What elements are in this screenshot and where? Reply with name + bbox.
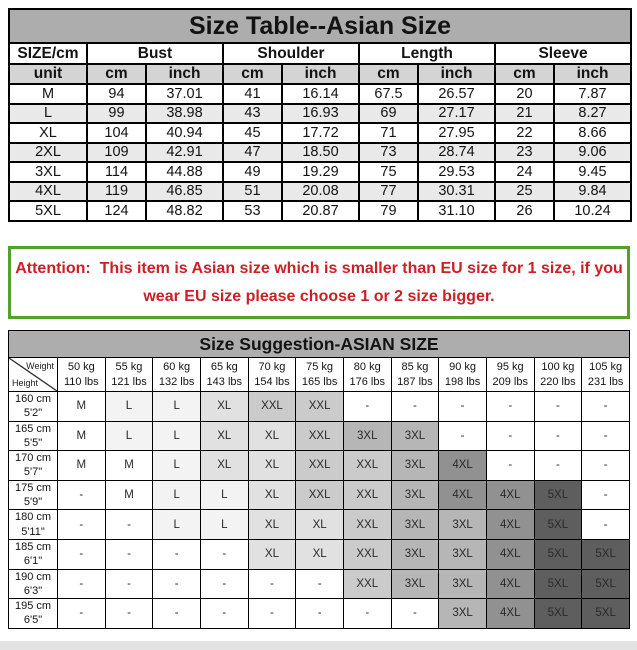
measurement-cell: 99 [87, 104, 146, 124]
size-suggestion-cell: XXL [248, 392, 296, 422]
size-table-group-header-row [9, 43, 631, 64]
size-suggestion-cell: L [153, 392, 201, 422]
size-suggestion-cell: 4XL [486, 569, 534, 599]
size-suggestion-cell: - [105, 599, 153, 629]
size-suggestion-cell: - [486, 421, 534, 451]
size-suggestion-cell: XL [200, 451, 248, 481]
measurement-cell: 20 [495, 84, 554, 104]
suggestion-table-title: Size Suggestion-ASIAN SIZE [9, 331, 630, 358]
suggestion-table-body [9, 392, 630, 629]
size-suggestion-cell: - [582, 480, 630, 510]
size-suggestion-cell: - [582, 421, 630, 451]
size-suggestion-cell: XXL [296, 421, 344, 451]
unit-cm-label: cm [223, 64, 282, 84]
measurement-cell: 27.95 [418, 123, 495, 143]
measurement-cell: 25 [495, 182, 554, 202]
size-suggestion-cell: 4XL [439, 480, 487, 510]
unit-inch-label: inch [146, 64, 223, 84]
measurement-cell: 104 [87, 123, 146, 143]
size-suggestion-cell: L [153, 421, 201, 451]
size-suggestion-cell: 4XL [486, 510, 534, 540]
size-suggestion-cell: L [105, 421, 153, 451]
size-suggestion-cell: XL [296, 539, 344, 569]
weight-header-cell [248, 358, 296, 392]
measurement-cell: 8.66 [554, 123, 631, 143]
height-header-cell [9, 421, 58, 451]
weight-kg-label: 55 kg [115, 360, 143, 373]
weight-header-cell [534, 358, 582, 392]
measurement-cell: 18.50 [282, 143, 359, 163]
measurement-cell: 51 [223, 182, 282, 202]
height-ft-label: 6'5" [23, 614, 43, 627]
size-suggestion-cell: 5XL [534, 599, 582, 629]
size-suggestion-cell: XXL [343, 480, 391, 510]
weight-header-cell [439, 358, 487, 392]
weight-kg-label: 75 kg [306, 360, 334, 373]
weight-kg-label: 85 kg [401, 360, 429, 373]
size-suggestion-cell: - [391, 599, 439, 629]
measurement-cell: 47 [223, 143, 282, 163]
measurement-cell: 46.85 [146, 182, 223, 202]
weight-header-cell [582, 358, 630, 392]
suggestion-row [9, 480, 630, 510]
weight-lbs-label: 110 lbs [64, 375, 99, 388]
measurement-cell: 29.53 [418, 162, 495, 182]
height-ft-label: 5'11" [21, 525, 45, 538]
measurement-cell: 48.82 [146, 201, 223, 221]
measurement-cell: 42.91 [146, 143, 223, 163]
suggestion-row [9, 421, 630, 451]
size-suggestion-cell: - [296, 569, 344, 599]
size-name-cell: 4XL [9, 182, 87, 202]
size-suggestion-cell: 3XL [439, 599, 487, 629]
size-suggestion-cell: - [582, 392, 630, 422]
measurement-cell: 9.84 [554, 182, 631, 202]
height-cm-label: 175 cm [14, 481, 52, 494]
size-suggestion-cell: - [486, 451, 534, 481]
unit-inch-label: inch [554, 64, 631, 84]
column-header-length: Length [359, 43, 495, 64]
size-suggestion-cell: - [153, 539, 201, 569]
height-header-cell [9, 599, 58, 629]
size-suggestion-cell: - [391, 392, 439, 422]
measurement-cell: 10.24 [554, 201, 631, 221]
weight-header-row [9, 358, 630, 392]
measurement-cell: 21 [495, 104, 554, 124]
column-header-shoulder: Shoulder [223, 43, 359, 64]
suggestion-row [9, 569, 630, 599]
size-suggestion-cell: - [248, 569, 296, 599]
size-suggestion-cell: - [534, 421, 582, 451]
size-suggestion-cell: 5XL [534, 510, 582, 540]
weight-lbs-label: 176 lbs [349, 375, 385, 388]
measurement-cell: 22 [495, 123, 554, 143]
size-suggestion-cell: - [343, 599, 391, 629]
size-suggestion-cell: M [105, 451, 153, 481]
size-name-cell: M [9, 84, 87, 104]
column-header-sleeve: Sleeve [495, 43, 631, 64]
height-ft-label: 5'5" [23, 436, 43, 449]
size-suggestion-cell: - [153, 599, 201, 629]
measurement-cell: 43 [223, 104, 282, 124]
size-table-title: Size Table--Asian Size [9, 9, 631, 43]
size-suggestion-cell: XL [248, 451, 296, 481]
unit-inch-label: inch [418, 64, 495, 84]
measurement-cell: 49 [223, 162, 282, 182]
size-suggestion-cell: 3XL [391, 451, 439, 481]
size-suggestion-cell: 3XL [391, 569, 439, 599]
weight-lbs-label: 198 lbs [444, 375, 481, 388]
weight-header-cell [391, 358, 439, 392]
measurement-cell: 77 [359, 182, 418, 202]
unit-cm-label: cm [87, 64, 146, 84]
measurement-cell: 28.74 [418, 143, 495, 163]
size-suggestion-cell: - [296, 599, 344, 629]
measurement-cell: 109 [87, 143, 146, 163]
size-suggestion-cell: XL [248, 510, 296, 540]
measurement-cell: 26.57 [418, 84, 495, 104]
size-name-cell: XL [9, 123, 87, 143]
suggestion-row [9, 392, 630, 422]
size-suggestion-cell: XL [248, 539, 296, 569]
weight-lbs-label: 143 lbs [206, 375, 243, 388]
size-suggestion-cell: - [248, 599, 296, 629]
weight-kg-label: 105 kg [589, 360, 623, 373]
unit-label: unit [9, 64, 87, 84]
measurement-cell: 7.87 [554, 84, 631, 104]
measurement-cell: 23 [495, 143, 554, 163]
height-cm-label: 165 cm [14, 422, 52, 435]
size-suggestion-cell: 5XL [582, 539, 630, 569]
size-suggestion-cell: 3XL [391, 510, 439, 540]
weight-lbs-label: 231 lbs [587, 375, 624, 388]
weight-height-corner-cell [9, 358, 58, 392]
size-suggestion-cell: 5XL [534, 569, 582, 599]
height-cm-label: 185 cm [14, 540, 52, 553]
measurement-cell: 20.87 [282, 201, 359, 221]
weight-kg-label: 95 kg [496, 360, 524, 373]
size-suggestion-cell: - [439, 392, 487, 422]
weight-lbs-label: 121 lbs [111, 375, 147, 388]
measurement-cell: 31.10 [418, 201, 495, 221]
height-header-cell [9, 392, 58, 422]
weight-kg-label: 50 kg [67, 360, 95, 373]
suggestion-row [9, 599, 630, 629]
size-suggestion-cell: - [58, 510, 106, 540]
measurement-cell: 9.06 [554, 143, 631, 163]
measurement-cell: 38.98 [146, 104, 223, 124]
size-suggestion-cell: 5XL [582, 599, 630, 629]
height-ft-label: 5'9" [23, 496, 43, 509]
size-table-row [9, 104, 631, 124]
weight-lbs-label: 132 lbs [158, 375, 195, 388]
size-table-body [9, 84, 631, 221]
size-suggestion-cell: XXL [343, 539, 391, 569]
measurement-cell: 30.31 [418, 182, 495, 202]
size-suggestion-cell: - [58, 599, 106, 629]
size-suggestion-cell: XL [248, 421, 296, 451]
size-table-row [9, 182, 631, 202]
size-suggestion-cell: 3XL [343, 421, 391, 451]
measurement-cell: 94 [87, 84, 146, 104]
weight-kg-label: 100 kg [541, 360, 575, 373]
size-table-row [9, 123, 631, 143]
size-suggestion-cell: 3XL [439, 510, 487, 540]
measurement-cell: 37.01 [146, 84, 223, 104]
size-table-corner-label: SIZE/cm [9, 43, 87, 64]
height-cm-label: 195 cm [14, 600, 52, 613]
size-suggestion-cell: - [105, 510, 153, 540]
column-header-bust: Bust [87, 43, 223, 64]
bottom-strip [0, 641, 637, 650]
size-suggestion-cell: - [58, 539, 106, 569]
weight-header-cell [343, 358, 391, 392]
unit-inch-label: inch [282, 64, 359, 84]
size-suggestion-cell: L [153, 451, 201, 481]
weight-lbs-label: 209 lbs [492, 375, 528, 388]
measurement-cell: 41 [223, 84, 282, 104]
size-name-cell: 3XL [9, 162, 87, 182]
weight-lbs-label: 165 lbs [301, 375, 338, 388]
height-header-cell [9, 510, 58, 540]
size-suggestion-cell: - [58, 569, 106, 599]
measurement-cell: 124 [87, 201, 146, 221]
weight-kg-label: 70 kg [258, 360, 286, 373]
size-suggestion-cell: 4XL [486, 599, 534, 629]
suggestion-row [9, 539, 630, 569]
height-cm-label: 170 cm [14, 452, 52, 465]
weight-header-cell [486, 358, 534, 392]
height-header-cell [9, 539, 58, 569]
size-suggestion-cell: - [200, 539, 248, 569]
measurement-cell: 75 [359, 162, 418, 182]
measurement-cell: 16.93 [282, 104, 359, 124]
size-table-row [9, 162, 631, 182]
size-suggestion-cell: 3XL [391, 421, 439, 451]
weight-lbs-label: 220 lbs [540, 375, 576, 388]
unit-cm-label: cm [359, 64, 418, 84]
size-suggestion-cell: 4XL [439, 451, 487, 481]
measurement-cell: 40.94 [146, 123, 223, 143]
size-suggestion-cell: 5XL [582, 569, 630, 599]
weight-header-cell [105, 358, 153, 392]
measurement-cell: 45 [223, 123, 282, 143]
measurement-cell: 24 [495, 162, 554, 182]
height-header-cell [9, 569, 58, 599]
suggestion-row [9, 510, 630, 540]
size-suggestion-table [8, 330, 630, 629]
size-suggestion-cell: L [153, 480, 201, 510]
measurement-cell: 8.27 [554, 104, 631, 124]
size-suggestion-cell: 5XL [534, 480, 582, 510]
weight-header-cell [153, 358, 201, 392]
measurement-cell: 17.72 [282, 123, 359, 143]
size-suggestion-cell: 4XL [486, 539, 534, 569]
weight-kg-label: 80 kg [353, 360, 381, 373]
weight-header-cell [296, 358, 344, 392]
size-table-row [9, 143, 631, 163]
size-suggestion-cell: - [582, 510, 630, 540]
weight-kg-label: 65 kg [210, 360, 238, 373]
size-suggestion-cell: M [58, 421, 106, 451]
size-suggestion-cell: - [200, 599, 248, 629]
size-suggestion-cell: XXL [343, 569, 391, 599]
size-suggestion-cell: - [486, 392, 534, 422]
size-suggestion-cell: L [200, 480, 248, 510]
height-header-cell [9, 451, 58, 481]
height-cm-label: 190 cm [14, 570, 52, 583]
height-cm-label: 160 cm [14, 393, 52, 405]
measurement-cell: 20.08 [282, 182, 359, 202]
height-header-cell [9, 480, 58, 510]
height-cm-label: 180 cm [14, 511, 52, 524]
height-ft-label: 5'7" [23, 466, 43, 479]
measurement-cell: 79 [359, 201, 418, 221]
weight-lbs-label: 187 lbs [397, 375, 433, 388]
size-suggestion-cell: 3XL [391, 539, 439, 569]
weight-header-cell [200, 358, 248, 392]
size-suggestion-cell: XL [296, 510, 344, 540]
measurement-cell: 71 [359, 123, 418, 143]
size-suggestion-cell: M [58, 451, 106, 481]
measurement-cell: 69 [359, 104, 418, 124]
size-suggestion-cell: - [534, 392, 582, 422]
size-name-cell: L [9, 104, 87, 124]
size-suggestion-cell: - [534, 451, 582, 481]
size-suggestion-cell: XXL [343, 510, 391, 540]
weight-lbs-label: 154 lbs [254, 375, 290, 388]
size-suggestion-cell: 4XL [486, 480, 534, 510]
size-name-cell: 2XL [9, 143, 87, 163]
measurement-cell: 119 [87, 182, 146, 202]
size-suggestion-cell: - [153, 569, 201, 599]
size-suggestion-cell: XXL [343, 451, 391, 481]
size-suggestion-cell: XXL [296, 451, 344, 481]
size-name-cell: 5XL [9, 201, 87, 221]
size-suggestion-cell: L [153, 510, 201, 540]
size-suggestion-cell: L [200, 510, 248, 540]
size-suggestion-cell: M [58, 392, 106, 422]
size-suggestion-cell: 3XL [439, 539, 487, 569]
size-suggestion-cell: - [582, 451, 630, 481]
measurement-cell: 114 [87, 162, 146, 182]
corner-weight-label: Weight [26, 361, 54, 371]
size-suggestion-cell: - [105, 539, 153, 569]
size-table-row [9, 84, 631, 104]
measurement-cell: 9.45 [554, 162, 631, 182]
measurement-cell: 53 [223, 201, 282, 221]
size-table [8, 8, 632, 222]
size-suggestion-cell: XXL [296, 392, 344, 422]
measurement-cell: 26 [495, 201, 554, 221]
measurement-cell: 16.14 [282, 84, 359, 104]
unit-cm-label: cm [495, 64, 554, 84]
size-suggestion-cell: XL [200, 392, 248, 422]
size-suggestion-cell: - [105, 569, 153, 599]
size-suggestion-cell: - [343, 392, 391, 422]
size-table-row [9, 201, 631, 221]
height-ft-label: 6'3" [23, 584, 43, 597]
size-suggestion-cell: 3XL [439, 569, 487, 599]
weight-kg-label: 60 kg [163, 360, 191, 373]
size-suggestion-cell: 5XL [534, 539, 582, 569]
size-suggestion-cell: XXL [296, 480, 344, 510]
size-suggestion-cell: - [58, 480, 106, 510]
height-ft-label: 6'1" [23, 555, 43, 568]
attention-note: Attention: This item is Asian size which is smaller than EU size for 1 size, if you wear EU size please choose 1 or 2 size bigger. [8, 246, 630, 319]
height-ft-label: 5'2" [23, 407, 43, 420]
size-suggestion-cell: 3XL [391, 480, 439, 510]
measurement-cell: 73 [359, 143, 418, 163]
size-suggestion-cell: - [200, 569, 248, 599]
weight-kg-label: 90 kg [449, 360, 477, 373]
measurement-cell: 44.88 [146, 162, 223, 182]
measurement-cell: 27.17 [418, 104, 495, 124]
size-suggestion-cell: M [105, 480, 153, 510]
size-suggestion-cell: L [105, 392, 153, 422]
size-suggestion-cell: - [439, 421, 487, 451]
measurement-cell: 19.29 [282, 162, 359, 182]
size-table-unit-row [9, 64, 631, 84]
weight-header-cell [58, 358, 106, 392]
measurement-cell: 67.5 [359, 84, 418, 104]
suggestion-row [9, 451, 630, 481]
size-suggestion-cell: XL [200, 421, 248, 451]
corner-height-label: Height [12, 377, 39, 388]
size-suggestion-cell: XL [248, 480, 296, 510]
